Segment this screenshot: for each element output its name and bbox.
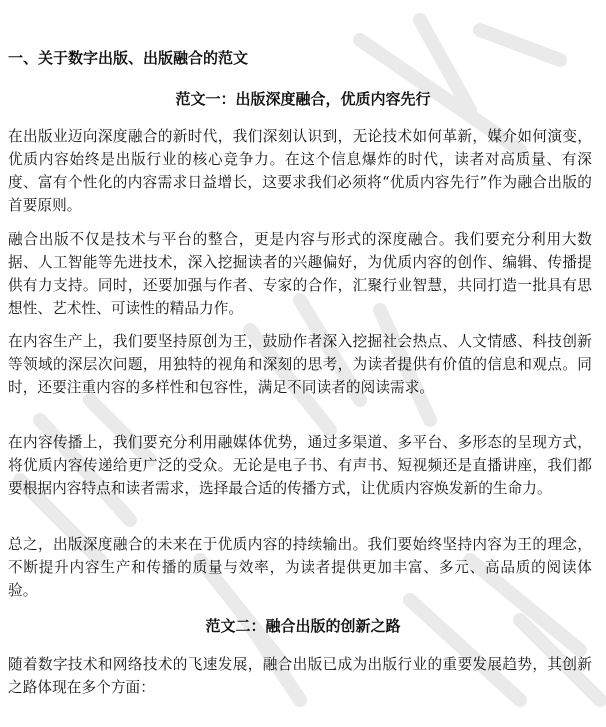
article1-paragraph-2: 融合出版不仅是技术与平台的整合，更是内容与形式的深度融合。我们要充分利用大数据、人工智能等先进技术，深入挖掘读者的兴趣偏好，为优质内容的创作、编辑、传播提供有力支持。同时，还要加强与作者、专家的合作，汇聚行业智慧，共同打造一批具有思想性、艺术性、可读性的精品力作。 [8,231,592,317]
article1-title: 范文一：出版深度融合，优质内容先行 [175,90,431,108]
section-heading: 一、关于数字出版、出版融合的范文 [8,49,249,67]
article1-paragraph-1: 在出版业迈向深度融合的新时代，我们深刻认识到，无论技术如何革新，媒介如何演变，优质内容始终是出版行业的核心竞争力。在这个信息爆炸的时代，读者对高质量、有深度、富有个性化的内容需求日益增长，这要求我们必须将“优质内容先行”作为融合出版的首要原则。 [8,128,592,214]
article1-paragraph-3: 在内容生产上，我们要坚持原创为王，鼓励作者深入挖掘社会热点、人文情感、科技创新等领域的深层次问题，用独特的视角和深刻的思考，为读者提供有价值的信息和观点。同时，还要注重内容的多样性和包容性，满足不同读者的阅读需求。 [8,333,592,396]
article2-paragraph-1: 随着数字技术和网络技术的飞速发展，融合出版已成为出版行业的重要发展趋势，其创新之路体现在多个方面： [8,656,592,696]
article2-title: 范文二：融合出版的创新之路 [205,617,401,635]
article1-paragraph-5: 总之，出版深度融合的未来在于优质内容的持续输出。我们要始终坚持内容为王的理念，不断提升内容生产和传播的质量与效率，为读者提供更加丰富、多元、高品质的阅读体验。 [8,536,592,599]
article1-paragraph-4: 在内容传播上，我们要充分利用融媒体优势，通过多渠道、多平台、多形态的呈现方式，将优质内容传递给更广泛的受众。无论是电子书、有声书、短视频还是直播讲座，我们都要根据内容特点和读者需求，选择最合适的传播方式，让优质内容焕发新的生命力。 [8,434,592,497]
